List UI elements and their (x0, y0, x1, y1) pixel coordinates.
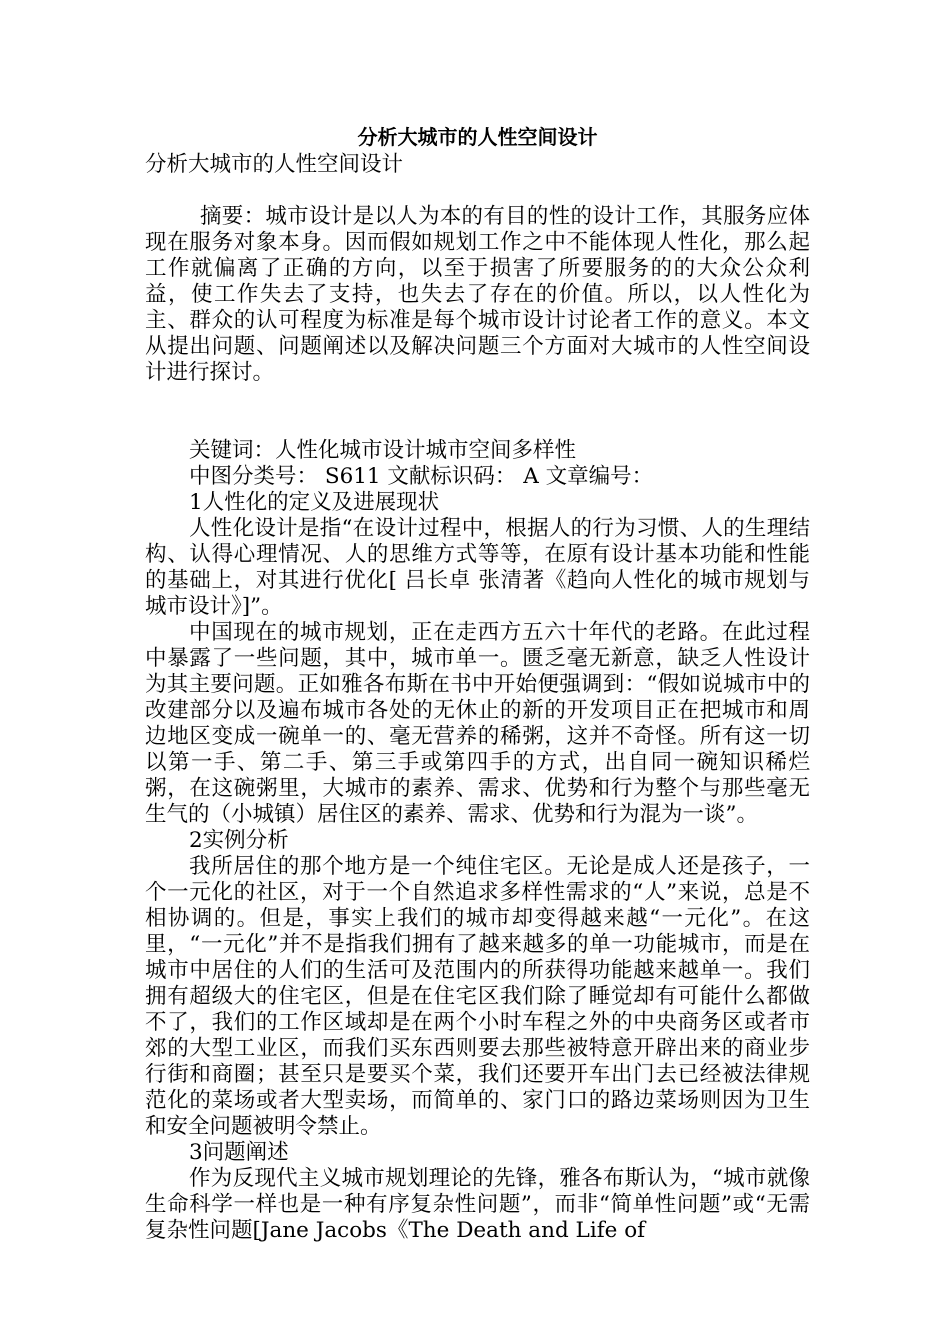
section-3-heading: 3问题阐述 (189, 1140, 289, 1165)
section-3-paragraph-1: 作为反现代主义城市规划理论的先锋，雅各布斯认为，“城市就像生命科学一样也是一种有序复杂性问题”，而非“简单性问题”或“无需复杂性问题[Jane Jacobs《The Death and Life of (145, 1166, 810, 1243)
section-1-paragraph-1: 人性化设计是指“在设计过程中，根据人的行为习惯、人的生理结构、认得心理情况、人的思维方式等等，在原有设计基本功能和性能的基础上，对其进行优化[ 吕长卓 张清著《趋向人性化的城市规划与城市设计》]”。 (145, 516, 810, 619)
keywords-line: 关键词：人性化城市设计城市空间多样性 (189, 438, 577, 463)
section-1-heading: 1人性化的定义及进展现状 (189, 490, 440, 515)
document-title: 分析大城市的人性空间设计 (357, 125, 598, 149)
document-subtitle: 分析大城市的人性空间设计 (145, 152, 404, 177)
section-1-paragraph-2: 中国现在的城市规划，正在走西方五六十年代的老路。在此过程中暴露了一些问题，其中，城市单一。匮乏毫无新意，缺乏人性设计为其主要问题。正如雅各布斯在书中开始便强调到：“假如说城市中的改建部分以及遍布城市各处的无休止的新的开发项目正在把城市和周边地区变成一碗单一的、毫无营养的稀粥，这并不奇怪。所有这一切以第一手、第二手、第三手或第四手的方式，出自同一碗知识稀烂粥，在这碗粥里，大城市的素养、需求、优势和行为整个与那些毫无生气的（小城镇）居住区的素养、需求、优势和行为混为一谈”。 (145, 620, 810, 827)
section-2-heading: 2实例分析 (189, 828, 289, 853)
document-body (145, 122, 810, 1244)
abstract-paragraph: 摘要：城市设计是以人为本的有目的性的设计工作，其服务应体现在服务对象本身。因而假如规划工作之中不能体现人性化，那么起工作就偏离了正确的方向，以至于损害了所要服务的的大众公众利益，使工作失去了支持，也失去了存在的价值。所以，以人性化为主、群众的认可程度为标准是每个城市设计讨论者工作的意义。本文从提出问题、问题阐述以及解决问题三个方面对大城市的人性空间设计进行探讨。 (145, 204, 810, 385)
classification-line: 中图分类号： S611 文献标识码： A 文章编号： (189, 464, 654, 489)
section-2-paragraph-1: 我所居住的那个地方是一个纯住宅区。无论是成人还是孩子，一个一元化的社区，对于一个自然追求多样性需求的“人”来说，总是不相协调的。但是，事实上我们的城市却变得越来越“一元化”。在这里，“一元化”并不是指我们拥有了越来越多的单一功能城市，而是在城市中居住的人们的生活可及范围内的所获得功能越来越单一。我们拥有超级大的住宅区，但是在住宅区我们除了睡觉却有可能什么都做不了，我们的工作区域却是在两个小时车程之外的中央商务区或者市郊的大型工业区，而我们买东西则要去那些被特意开辟出来的商业步行街和商圈；甚至只是要买个菜，我们还要开车出门去已经被法律规范化的菜场或者大型卖场，而简单的、家门口的路边菜场则因为卫生和安全问题被明令禁止。 (145, 854, 810, 1139)
